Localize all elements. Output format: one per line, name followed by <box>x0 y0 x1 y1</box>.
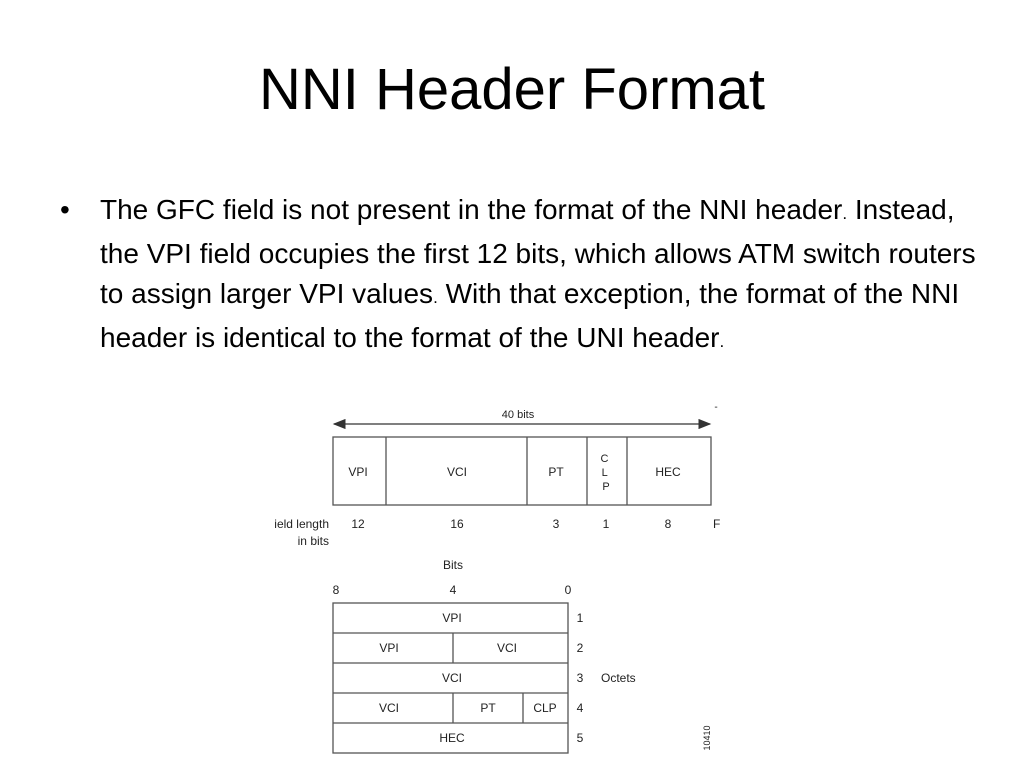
field-name-hec: HEC <box>655 465 681 479</box>
field-length-label-line1: ield length <box>274 517 329 531</box>
field-bits-hec: 8 <box>664 517 672 531</box>
bullet-text-part-2: Instead, the VPI field occupies the first 12 bits, which allows ATM switch routers to assign larger VPI values <box>100 194 976 309</box>
octet-3-vci: VCI <box>441 671 463 685</box>
octet-4-vci: VCI <box>378 701 400 715</box>
octet-4-pt: PT <box>480 701 496 715</box>
total-bits-label: 40 bits <box>501 409 535 421</box>
top-right-mark: - <box>714 402 718 413</box>
field-name-pt: PT <box>548 465 564 479</box>
bit-tick-4: 4 <box>449 583 457 597</box>
octet-number-3: 3 <box>576 671 584 685</box>
field-bits-vpi: 12 <box>351 517 365 531</box>
bit-tick-0: 0 <box>564 583 572 597</box>
bullet-period-3: . <box>719 332 725 351</box>
field-row-frame <box>333 437 711 505</box>
octet-2-vci: VCI <box>496 641 518 655</box>
bullet-period-2: . <box>433 288 438 307</box>
octet-1-vpi: VPI <box>442 611 462 625</box>
octet-number-1: 1 <box>576 611 584 625</box>
slide-title: NNI Header Format <box>258 57 766 122</box>
field-name-vpi: VPI <box>348 465 368 479</box>
bullet-text-part-3: With that exception, the format of the NNI header is identical to the format of the UNI header <box>100 278 960 353</box>
octet-5-hec: HEC <box>439 731 465 745</box>
octet-number-5: 5 <box>576 731 584 745</box>
field-bits-vci: 16 <box>450 517 464 531</box>
field-name-vci: VCI <box>446 465 468 479</box>
bit-tick-8: 8 <box>332 583 340 597</box>
octet-number-2: 2 <box>576 641 584 655</box>
field-length-label-line2: in bits <box>297 534 329 548</box>
bits-label: Bits <box>442 558 464 572</box>
field-name-clp: C L P <box>600 453 610 493</box>
octet-number-4: 4 <box>576 701 584 715</box>
figure-id: 10410 <box>702 725 712 751</box>
field-bits-pt: 3 <box>552 517 560 531</box>
right-edge-glyph: F <box>713 517 721 531</box>
octets-label: Octets <box>601 671 636 685</box>
octet-2-vpi: VPI <box>379 641 399 655</box>
bullet-marker: • <box>60 194 70 225</box>
bullet-text-part-1: The GFC field is not present in the format of the NNI header <box>100 194 843 225</box>
field-bits-clp: 1 <box>602 517 610 531</box>
octet-4-clp: CLP <box>533 701 557 715</box>
bullet-period-1: . <box>842 204 848 223</box>
